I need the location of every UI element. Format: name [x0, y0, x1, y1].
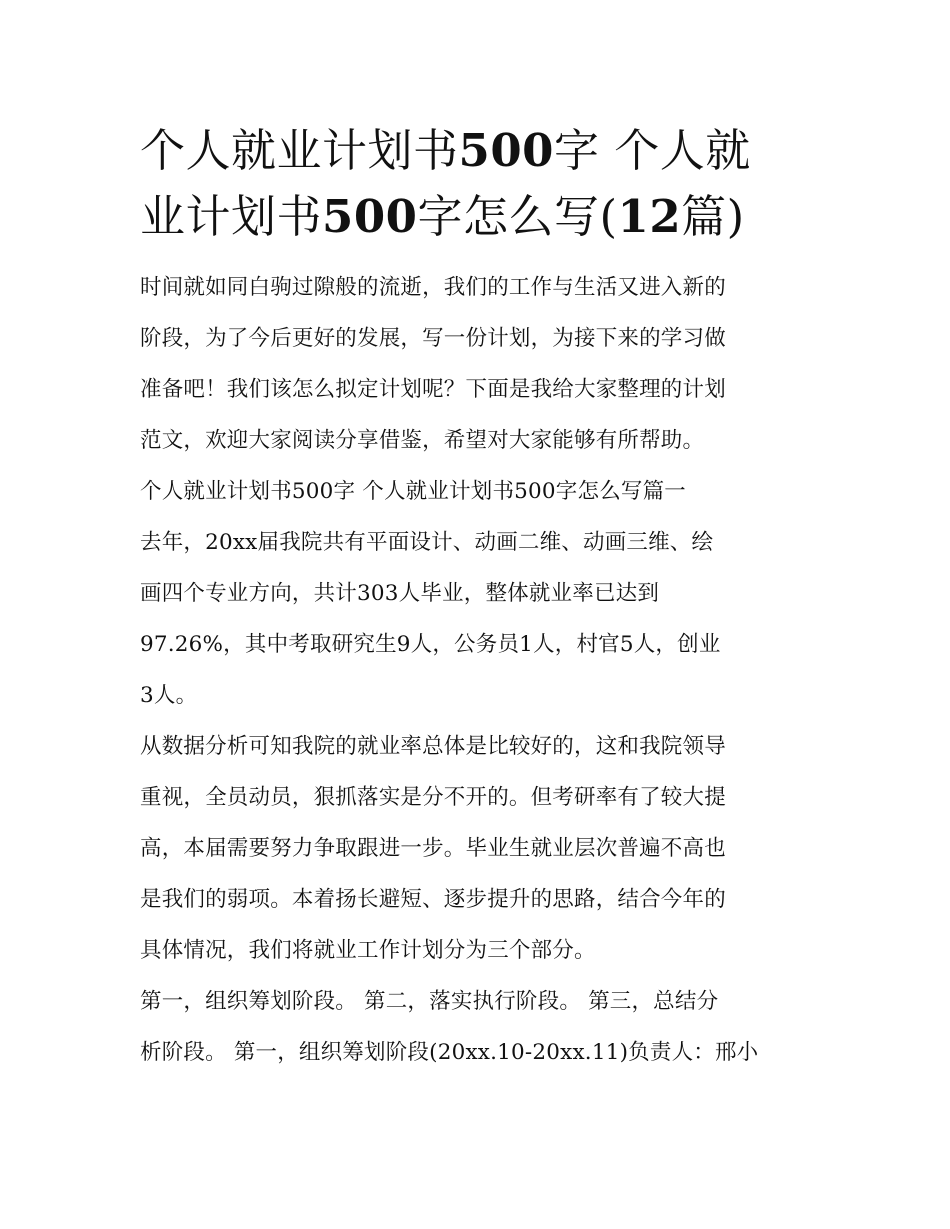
document-body	[140, 118, 815, 1078]
text-line: 重视，全员动员，狠抓落实是分不开的。但考研率有了较大提	[140, 785, 726, 810]
text-line: 去年，20xx届我院共有平面设计、动画二维、动画三维、绘	[140, 530, 714, 555]
text-line: 从数据分析可知我院的就业率总体是比较好的，这和我院领导	[140, 734, 726, 759]
text-line: 97.26%，其中考取研究生9人，公务员1人，村官5人，创业	[140, 632, 721, 657]
text-line: 析阶段。 第一，组织筹划阶段(20xx.10-20xx.11)负责人：邢小	[140, 1040, 759, 1065]
text-line: 准备吧！我们该怎么拟定计划呢？下面是我给大家整理的计划	[140, 377, 726, 402]
section-heading	[140, 466, 815, 517]
document-title	[140, 118, 815, 250]
text-line: 高，本届需要努力争取跟进一步。毕业生就业层次普遍不高也	[140, 836, 726, 861]
text-line: 3人。	[140, 683, 198, 708]
text-line: 具体情况，我们将就业工作计划分为三个部分。	[140, 938, 596, 963]
phases-paragraph	[140, 976, 815, 1078]
intro-paragraph	[140, 262, 815, 466]
statistics-paragraph	[140, 517, 815, 721]
title-line: 业计划书500字怎么写(12篇)	[140, 190, 745, 243]
text-line: 是我们的弱项。本着扬长避短、逐步提升的思路，结合今年的	[140, 887, 726, 912]
text-line: 个人就业计划书500字 个人就业计划书500字怎么写篇一	[140, 479, 687, 504]
text-line: 画四个专业方向，共计303人毕业，整体就业率已达到	[140, 581, 660, 606]
text-line: 范文，欢迎大家阅读分享借鉴，希望对大家能够有所帮助。	[140, 428, 705, 453]
text-line: 阶段，为了今后更好的发展，写一份计划，为接下来的学习做	[140, 326, 726, 351]
analysis-paragraph	[140, 721, 815, 976]
title-line: 个人就业计划书500字 个人就	[140, 124, 751, 177]
text-line: 时间就如同白驹过隙般的流逝，我们的工作与生活又进入新的	[140, 275, 726, 300]
text-line: 第一，组织筹划阶段。 第二，落实执行阶段。 第三，总结分	[140, 989, 719, 1014]
